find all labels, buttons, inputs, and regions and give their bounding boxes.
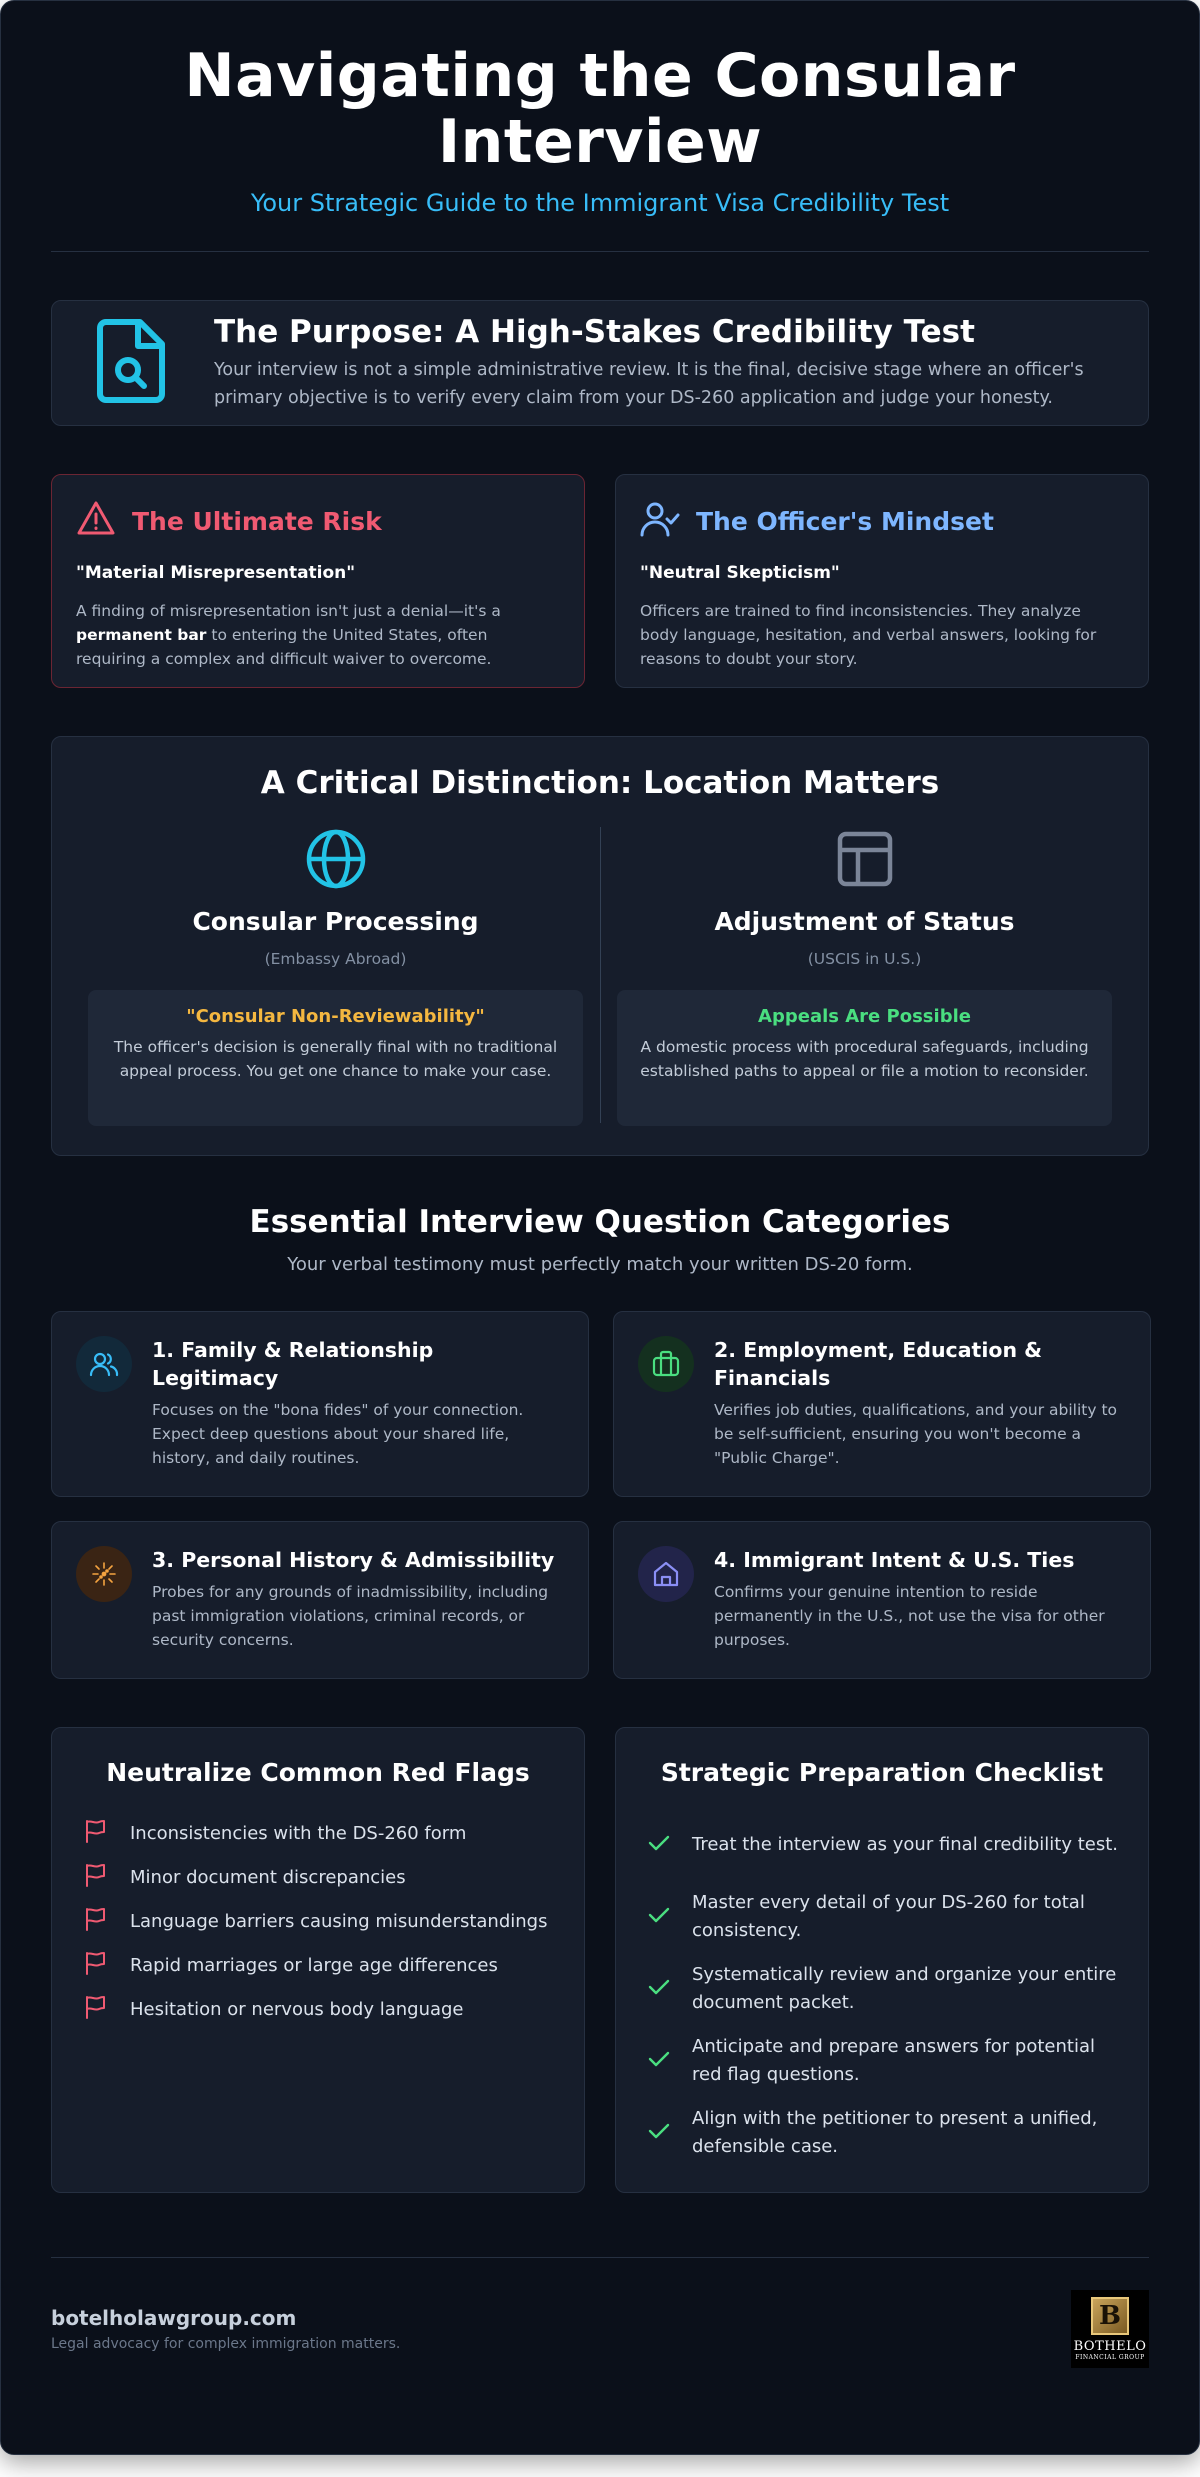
category-body: Focuses on the "bona fides" of your connection. Expect deep questions about your shared life, history, and daily routines. (152, 1401, 524, 1467)
red-flags-list (76, 1811, 560, 2031)
consular-location: (Embassy Abroad) (264, 950, 407, 968)
flag-icon (76, 1994, 108, 2024)
checklist-list (640, 1809, 1124, 2169)
check-icon (640, 2046, 672, 2076)
flag-text: Hesitation or nervous body language (130, 1998, 464, 2020)
check-text: Systematically review and organize your entire document packet. (692, 1964, 1117, 2013)
logo-mark: B (1091, 2297, 1129, 2335)
flag-text: Minor document discrepancies (130, 1866, 406, 1888)
home-icon (638, 1546, 694, 1602)
logo-name: BOTHELO (1073, 2339, 1147, 2354)
adjustment-note-body: A domestic process with procedural safeguards, including established paths to appeal or file a motion to reconsider. (640, 1038, 1089, 1080)
consular-note-title: "Consular Non-Reviewability" (186, 1006, 485, 1027)
check-icon (640, 1830, 672, 1860)
category-name: 4. Immigrant Intent & U.S. Ties (714, 1548, 1075, 1572)
flags-checklist-row (51, 1727, 1149, 2193)
company-logo (1071, 2290, 1149, 2368)
category-body: Confirms your genuine intention to reside permanently in the U.S., not use the visa for other purposes. (714, 1583, 1105, 1649)
list-item (640, 1809, 1124, 1881)
adjustment-note-title: Appeals Are Possible (758, 1006, 971, 1027)
purpose-card (51, 300, 1149, 426)
category-card-intent (613, 1521, 1151, 1679)
purpose-body: Your interview is not a simple administrative review. It is the final, decisive stage where an officer's primary objective is to verify every claim from your DS-260 application and judge your honesty. (214, 360, 1084, 408)
red-flags-title: Neutralize Common Red Flags (106, 1758, 530, 1787)
page-title: Navigating the Consular Interview (184, 41, 1016, 177)
categories-grid (51, 1311, 1149, 1679)
adjustment-note-box (617, 990, 1112, 1126)
briefcase-icon (638, 1336, 694, 1392)
check-text: Align with the petitioner to present a unified, defensible case. (692, 2108, 1098, 2157)
consular-note-box (88, 990, 583, 1126)
footer-tagline: Legal advocacy for complex immigration matters. (51, 2336, 401, 2352)
list-item (76, 1943, 560, 1987)
consular-note-body: The officer's decision is generally final with no traditional appeal process. You get one chance to make your case. (113, 1038, 558, 1080)
risk-title: The Ultimate Risk (132, 506, 382, 536)
categories-subtitle: Your verbal testimony must perfectly match your written DS-20 form. (287, 1254, 913, 1275)
mindset-title: The Officer's Mindset (696, 506, 994, 536)
officer-mindset-card (615, 474, 1149, 688)
checklist-title: Strategic Preparation Checklist (660, 1758, 1104, 1787)
sparkle-icon (76, 1546, 132, 1602)
checklist-card (615, 1727, 1149, 2193)
distinction-title: A Critical Distinction: Location Matters (260, 765, 940, 801)
flag-icon (76, 1862, 108, 1892)
flag-icon (76, 1950, 108, 1980)
users-icon (76, 1336, 132, 1392)
user-check-icon (640, 499, 680, 543)
category-name: 3. Personal History & Admissibility (152, 1548, 555, 1572)
risk-body: A finding of misrepresentation isn't just a denial—it's a permanent bar to entering the United States, often requiring a complex and difficult waiver to overcome. (76, 602, 501, 668)
document-search-icon (92, 316, 172, 410)
list-item (76, 1987, 560, 2031)
footer-divider (51, 2257, 1149, 2258)
red-flags-card (51, 1727, 585, 2193)
check-icon (640, 1902, 672, 1932)
mindset-body: Officers are trained to find inconsistencies. They analyze body language, hesitation, and verbal answers, looking for reasons to doubt your story. (640, 602, 1097, 668)
footer (51, 2290, 1149, 2368)
location-distinction-card (51, 736, 1149, 1156)
warning-icon (76, 499, 116, 543)
ultimate-risk-card (51, 474, 585, 688)
risk-mindset-row (51, 474, 1149, 688)
category-body: Verifies job duties, qualifications, and your ability to be self-sufficient, ensuring you won't become a "Public Charge". (714, 1401, 1118, 1467)
consular-title: Consular Processing (192, 907, 479, 936)
flag-text: Rapid marriages or large age differences (130, 1954, 498, 1976)
category-card-family (51, 1311, 589, 1497)
flag-icon (76, 1906, 108, 1936)
adjustment-of-status-column (583, 827, 1112, 1126)
purpose-title: The Purpose: A High-Stakes Credibility Test (214, 314, 975, 350)
list-item (76, 1899, 560, 1943)
adjustment-location: (USCIS in U.S.) (807, 950, 922, 968)
check-icon (640, 2118, 672, 2148)
flag-text: Inconsistencies with the DS-260 form (130, 1822, 467, 1844)
flag-text: Language barriers causing misunderstandings (130, 1910, 548, 1932)
column-divider (600, 827, 601, 1123)
category-body: Probes for any grounds of inadmissibility, including past immigration violations, criminal records, or security concerns. (152, 1583, 549, 1649)
check-text: Treat the interview as your final credibility test. (692, 1834, 1118, 1855)
check-icon (640, 1974, 672, 2004)
header-divider (51, 251, 1149, 252)
list-item (640, 1881, 1124, 1953)
risk-subtitle: "Material Misrepresentation" (76, 563, 356, 583)
category-name: 2. Employment, Education & Financials (714, 1338, 1043, 1390)
logo-subtext: FINANCIAL GROUP (1075, 2354, 1145, 2361)
footer-website-link[interactable]: botelholawgroup.com (51, 2306, 297, 2330)
list-item (76, 1855, 560, 1899)
category-name: 1. Family & Relationship Legitimacy (152, 1338, 434, 1390)
header (51, 1, 1149, 217)
consular-processing-column (88, 827, 583, 1126)
adjustment-title: Adjustment of Status (714, 907, 1015, 936)
categories-header (51, 1204, 1149, 1275)
layout-icon (833, 876, 897, 895)
category-card-employment (613, 1311, 1151, 1497)
check-text: Anticipate and prepare answers for potential red flag questions. (692, 2036, 1095, 2085)
list-item (640, 1953, 1124, 2025)
categories-title: Essential Interview Question Categories (249, 1204, 951, 1240)
flag-icon (76, 1818, 108, 1848)
list-item (640, 2097, 1124, 2169)
check-text: Master every detail of your DS-260 for total consistency. (692, 1892, 1085, 1941)
risk-emphasis: permanent bar (76, 626, 207, 644)
category-card-admissibility (51, 1521, 589, 1679)
page-subtitle: Your Strategic Guide to the Immigrant Visa Credibility Test (250, 189, 950, 217)
list-item (76, 1811, 560, 1855)
list-item (640, 2025, 1124, 2097)
globe-icon (304, 876, 368, 895)
mindset-subtitle: "Neutral Skepticism" (640, 563, 840, 583)
